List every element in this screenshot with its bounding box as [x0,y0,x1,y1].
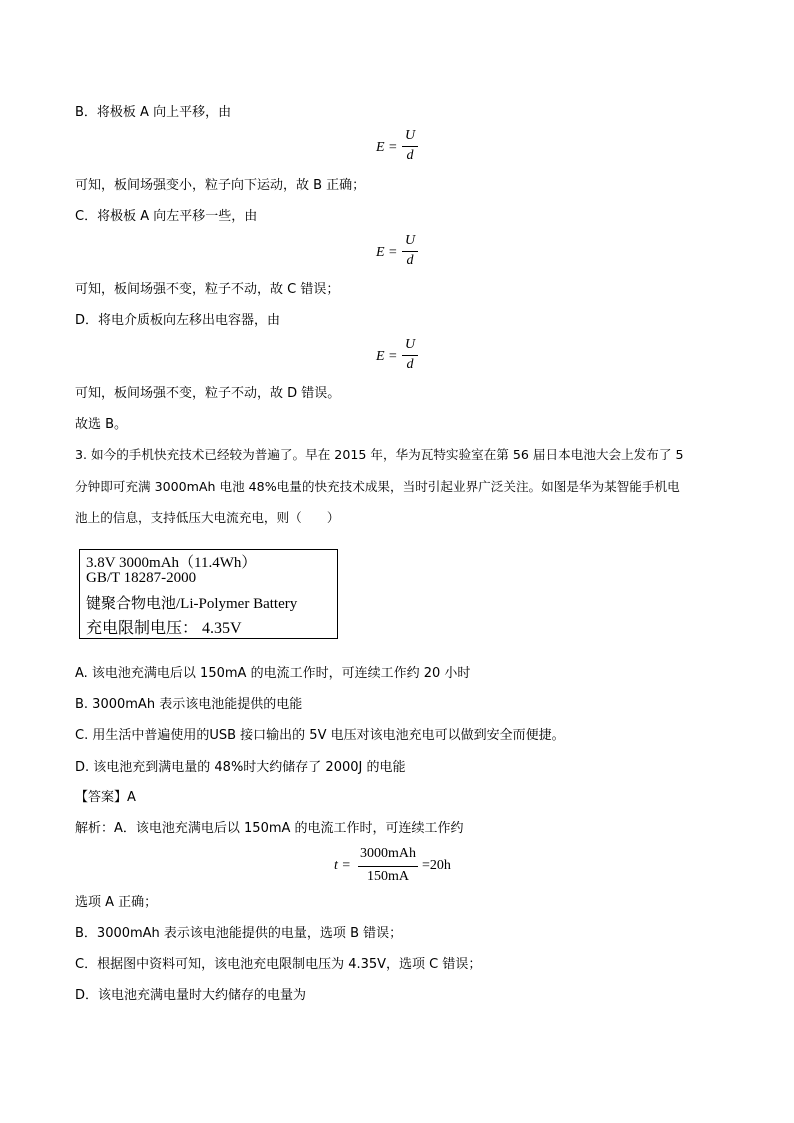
fraction-bar [402,251,418,252]
formula-t-numerator: 3000mAh [360,846,416,861]
formula-denominator: d [406,148,414,163]
battery-label-line-4: 充电限制电压： 4.35V [86,620,242,637]
option-d-conclusion: 可知，板间场强不变，粒子不动，故 D 错误。 [75,386,341,401]
formula-lhs: E = [376,245,398,260]
formula-e-c [376,233,436,273]
choose-line: 故选 B。 [75,417,128,432]
question-3-line-1: 3. 如今的手机快充技术已经较为普遍了。早在 2015 年，华为瓦特实验室在第 56 届日本电池大会上发布了 5 [75,447,684,462]
answer-line: 【答案】A [75,790,136,805]
formula-numerator: U [404,233,416,248]
formula-lhs: E = [376,140,398,155]
option-c-conclusion: 可知，板间场强不变，粒子不动，故 C 错误； [75,282,340,297]
fraction-bar [402,146,418,147]
solution-a-conclusion: 选项 A 正确； [75,895,158,910]
formula-denominator: d [406,357,414,372]
solution-d: D．该电池充满电量时大约储存的电量为 [75,988,307,1003]
fraction-bar [358,866,418,867]
battery-label-line-3: 键聚合物电池/Li-Polymer Battery [86,596,298,612]
formula-denominator: d [406,253,414,268]
option-b-intro: B．将极板 A 向上平移，由 [75,105,232,120]
formula-lhs: E = [376,349,398,364]
option-b: B. 3000mAh 表示该电池能提供的电能 [75,697,303,712]
formula-e-d [376,337,436,377]
battery-label-figure [79,549,338,639]
solution-b: B．3000mAh 表示该电池能提供的电量，选项 B 错误； [75,926,403,941]
formula-numerator: U [404,128,416,143]
fraction-bar [402,355,418,356]
formula-e-b [376,128,436,168]
battery-label-line-2: GB/T 18287-2000 [86,570,197,586]
option-d: D. 该电池充到满电量的 48%时大约储存了 2000J 的电能 [75,760,406,775]
formula-t [334,846,464,888]
option-c-intro: C．将极板 A 向左平移一些，由 [75,209,258,224]
solution-a: 解析：A．该电池充满电后以 150mA 的电流工作时，可连续工作约 [75,821,464,836]
formula-t-result: =20h [422,858,451,873]
option-b-conclusion: 可知，板间场强变小，粒子向下运动，故 B 正确； [75,178,366,193]
question-3-line-2: 分钟即可充满 3000mAh 电池 48%电量的快充技术成果，当时引起业界广泛关注。如图是华为某智能手机电 [75,479,680,494]
formula-t-lhs: t = [334,858,351,873]
question-3-line-3: 池上的信息，支持低压大电流充电，则（ ） [75,510,340,525]
formula-t-denominator: 150mA [367,869,409,884]
battery-label-line-1: 3.8V 3000mAh（11.4Wh） [86,555,257,571]
option-c: C. 用生活中普遍使用的USB 接口输出的 5V 电压对该电池充电可以做到安全而便捷。 [75,728,565,743]
option-d-intro: D．将电介质板向左移出电容器，由 [75,313,281,328]
formula-numerator: U [404,337,416,352]
solution-c: C．根据图中资料可知，该电池充电限制电压为 4.35V，选项 C 错误； [75,957,482,972]
option-a: A. 该电池充满电后以 150mA 的电流工作时，可连续工作约 20 小时 [75,666,471,681]
